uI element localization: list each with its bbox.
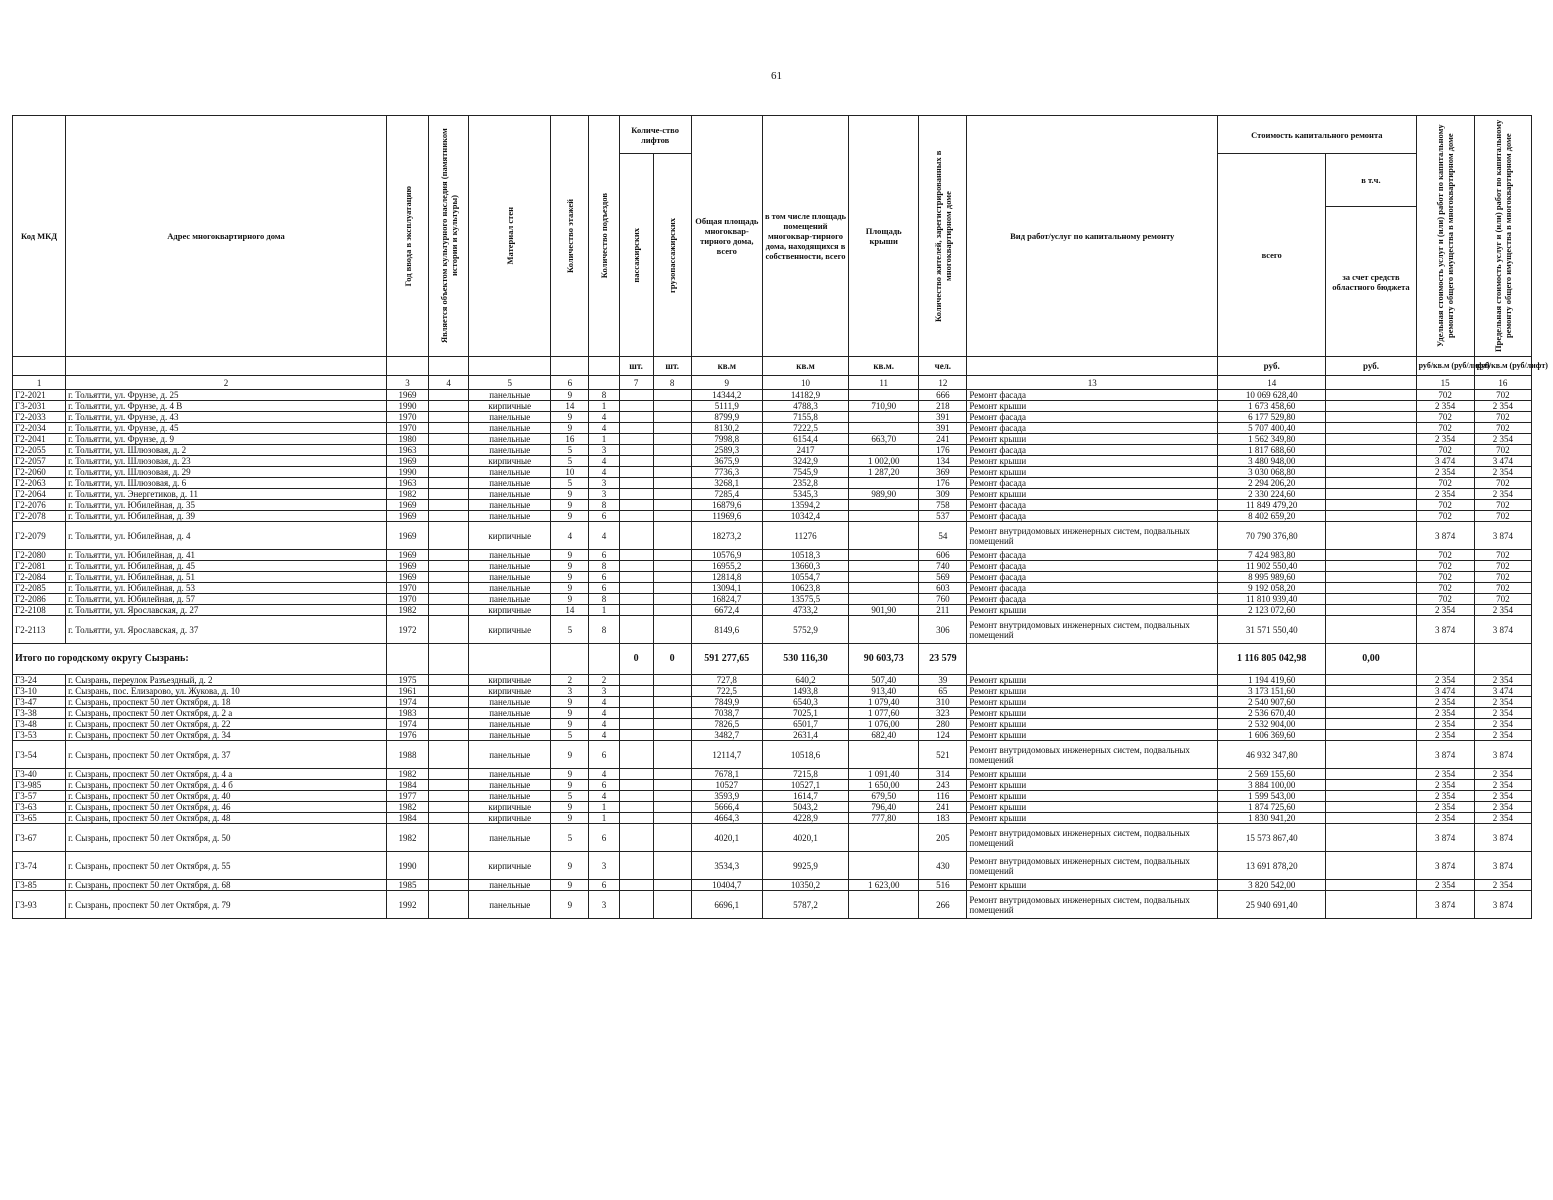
header-lifts: Количе-ство лифтов bbox=[619, 116, 691, 154]
table-row: Г2-2085 г. Тольятти, ул. Юбилейная, д. 53 1970 панельные 9 6 13094,1 10623,8 603 Ремонт фасада 9 192 058,20 702 702 bbox=[13, 583, 1532, 594]
header-area-total: Общая площадь многоквар-тирного дома, всего bbox=[691, 116, 762, 357]
table-row: Г2-2021 г. Тольятти, ул. Фрунзе, д. 25 1969 панельные 9 8 14344,2 14182,9 666 Ремонт фасада 10 069 628,40 702 702 bbox=[13, 390, 1532, 401]
header-code: Код МКД bbox=[13, 116, 66, 357]
table-row: Г2-2081 г. Тольятти, ул. Юбилейная, д. 45 1969 панельные 9 8 16955,2 13660,3 740 Ремонт фасада 11 902 550,40 702 702 bbox=[13, 561, 1532, 572]
header-floors: Количество этажей bbox=[551, 116, 589, 357]
units-row: шт. шт. кв.м кв.м кв.м. чел. руб. руб. руб/кв.м (руб/лифт) руб/кв.м (руб/лифт) bbox=[13, 357, 1532, 376]
header-unit-cost: Удельная стоимость услуг и (или) работ по капитальному ремонту общего имущества в многоквартирном доме bbox=[1416, 116, 1474, 357]
table-row: Г3-93 г. Сызрань, проспект 50 лет Октября, д. 79 1992 панельные 9 3 6696,1 5787,2 266 Ремонт внутридомовых инженерных систем, подвальных помещений 25 940 691,40 3 874 3 874 bbox=[13, 891, 1532, 919]
header-regional: за счет средств областного бюджета bbox=[1326, 207, 1416, 357]
table-row: Г3-54 г. Сызрань, проспект 50 лет Октября, д. 37 1988 панельные 9 6 12114,7 10518,6 521 Ремонт внутридомовых инженерных систем, подвальных помещений 46 932 347,80 3 874 3 874 bbox=[13, 741, 1532, 769]
table-row: Г3-85 г. Сызрань, проспект 50 лет Октября, д. 68 1985 панельные 9 6 10404,7 10350,2 1 623,00 516 Ремонт крыши 3 820 542,00 2 354 2 354 bbox=[13, 880, 1532, 891]
header-entrances: Количество подъездов bbox=[589, 116, 619, 357]
table-row: Г3-24 г. Сызрань, переулок Разъездный, д. 2 1975 кирпичные 2 2 727,8 640,2 507,40 39 Ремонт крыши 1 194 419,60 2 354 2 354 bbox=[13, 675, 1532, 686]
header-lifts-passenger: пассажирских bbox=[619, 154, 653, 357]
header-year: Год ввода в эксплуатацию bbox=[386, 116, 428, 357]
table-row: Г2-2033 г. Тольятти, ул. Фрунзе, д. 43 1970 панельные 9 4 8799,9 7155,8 391 Ремонт фасада 6 177 529,80 702 702 bbox=[13, 412, 1532, 423]
table-row: Г2-2108 г. Тольятти, ул. Ярославская, д. 27 1982 кирпичные 14 1 6672,4 4733,2 901,90 211 Ремонт крыши 2 123 072,60 2 354 2 354 bbox=[13, 605, 1532, 616]
table-row: Г2-2113 г. Тольятти, ул. Ярославская, д. 37 1972 кирпичные 5 8 8149,6 5752,9 306 Ремонт внутридомовых инженерных систем, подвальных помещений 31 571 550,40 3 874 3 874 bbox=[13, 616, 1532, 644]
header-incl: в т.ч. bbox=[1326, 154, 1416, 207]
table-row: Г3-48 г. Сызрань, проспект 50 лет Октября, д. 22 1974 панельные 9 4 7826,5 6501,7 1 076,00 280 Ремонт крыши 2 532 904,00 2 354 2 354 bbox=[13, 719, 1532, 730]
table-row: Г3-2031 г. Тольятти, ул. Фрунзе, д. 4 В 1990 кирпичные 14 1 5111,9 4788,3 710,90 218 Ремонт крыши 1 673 458,60 2 354 2 354 bbox=[13, 401, 1532, 412]
header-cost-total: всего bbox=[1218, 154, 1326, 357]
table-row: Г2-2041 г. Тольятти, ул. Фрунзе, д. 9 1980 панельные 16 1 7998,8 6154,4 663,70 241 Ремонт крыши 1 562 349,80 2 354 2 354 bbox=[13, 434, 1532, 445]
table-row: Г2-2063 г. Тольятти, ул. Шлюзовая, д. 6 1963 панельные 5 3 3268,1 2352,8 176 Ремонт фасада 2 294 206,20 702 702 bbox=[13, 478, 1532, 489]
table-row: Г3-63 г. Сызрань, проспект 50 лет Октября, д. 46 1982 кирпичные 9 1 5666,4 5043,2 796,40 241 Ремонт крыши 1 874 725,60 2 354 2 354 bbox=[13, 802, 1532, 813]
header-work: Вид работ/услуг по капитальному ремонту bbox=[967, 116, 1218, 357]
table-row: Г3-67 г. Сызрань, проспект 50 лет Октября, д. 50 1982 панельные 5 6 4020,1 4020,1 205 Ремонт внутридомовых инженерных систем, подвальных помещений 15 573 867,40 3 874 3 874 bbox=[13, 824, 1532, 852]
subtotal-row: Итого по городскому округу Сызрань: 0 0 591 277,65 530 116,30 90 603,73 23 579 1 116 805 042,98 0,00 bbox=[13, 644, 1532, 675]
table-row: Г2-2060 г. Тольятти, ул. Шлюзовая, д. 29 1990 панельные 10 4 7736,3 7545,9 1 287,20 369 Ремонт крыши 3 030 068,80 2 354 2 354 bbox=[13, 467, 1532, 478]
table-row: Г3-53 г. Сызрань, проспект 50 лет Октября, д. 34 1976 панельные 5 4 3482,7 2631,4 682,40 124 Ремонт крыши 1 606 369,60 2 354 2 354 bbox=[13, 730, 1532, 741]
header-residents: Количество жителей, зарегистрированных в многоквартирном доме bbox=[919, 116, 967, 357]
table-row: Г2-2057 г. Тольятти, ул. Шлюзовая, д. 23 1969 кирпичные 5 4 3675,9 3242,9 1 002,00 134 Ремонт крыши 3 480 948,00 3 474 3 474 bbox=[13, 456, 1532, 467]
header-heritage: Является объектом культурного наследия (памятником истории и культуры) bbox=[429, 116, 469, 357]
capital-repair-table bbox=[12, 115, 1548, 919]
table-row: Г2-2055 г. Тольятти, ул. Шлюзовая, д. 2 1963 панельные 5 3 2589,3 2417 176 Ремонт фасада 1 817 688,60 702 702 bbox=[13, 445, 1532, 456]
header-area-owned: в том числе площадь помещений многоквар-тирного дома, находящихся в собственности, всего bbox=[762, 116, 848, 357]
table-row: Г3-10 г. Сызрань, пос. Елизарово, ул. Жукова, д. 10 1961 кирпичные 3 3 722,5 1493,8 913,40 65 Ремонт крыши 3 173 151,60 3 474 3 474 bbox=[13, 686, 1532, 697]
table-body bbox=[13, 390, 1532, 919]
page-number: 61 bbox=[771, 70, 782, 82]
header-address: Адрес многоквартирного дома bbox=[66, 116, 387, 357]
table-row: Г3-65 г. Сызрань, проспект 50 лет Октября, д. 48 1984 кирпичные 9 1 4664,3 4228,9 777,80 183 Ремонт крыши 1 830 941,20 2 354 2 354 bbox=[13, 813, 1532, 824]
table-row: Г3-38 г. Сызрань, проспект 50 лет Октября, д. 2 а 1983 панельные 9 4 7038,7 7025,1 1 077,60 323 Ремонт крыши 2 536 670,40 2 354 2 354 bbox=[13, 708, 1532, 719]
table-row: Г3-57 г. Сызрань, проспект 50 лет Октября, д. 40 1977 панельные 5 4 3593,9 1614,7 679,50 116 Ремонт крыши 1 599 543,00 2 354 2 354 bbox=[13, 791, 1532, 802]
subtotal-label: Итого по городскому округу Сызрань: bbox=[13, 644, 387, 675]
table-row: Г2-2034 г. Тольятти, ул. Фрунзе, д. 45 1970 панельные 9 4 8130,2 7222,5 391 Ремонт фасада 5 707 400,40 702 702 bbox=[13, 423, 1532, 434]
table-row: Г3-74 г. Сызрань, проспект 50 лет Октября, д. 55 1990 кирпичные 9 3 3534,3 9925,9 430 Ремонт внутридомовых инженерных систем, подвальных помещений 13 691 878,20 3 874 3 874 bbox=[13, 852, 1532, 880]
table-row: Г2-2079 г. Тольятти, ул. Юбилейная, д. 4 1969 кирпичные 4 4 18273,2 11276 54 Ремонт внутридомовых инженерных систем, подвальных помещений 70 790 376,80 3 874 3 874 bbox=[13, 522, 1532, 550]
table-row: Г2-2084 г. Тольятти, ул. Юбилейная, д. 51 1969 панельные 9 6 12814,8 10554,7 569 Ремонт фасада 8 995 989,60 702 702 bbox=[13, 572, 1532, 583]
table-row: Г3-985 г. Сызрань, проспект 50 лет Октября, д. 4 б 1984 панельные 9 6 10527 10527,1 1 650,00 243 Ремонт крыши 3 884 100,00 2 354 2 354 bbox=[13, 780, 1532, 791]
table-row: Г2-2086 г. Тольятти, ул. Юбилейная, д. 57 1970 панельные 9 8 16824,7 13575,5 760 Ремонт фасада 11 810 939,40 702 702 bbox=[13, 594, 1532, 605]
header-material: Материал стен bbox=[469, 116, 551, 357]
table-row: Г2-2064 г. Тольятти, ул. Энергетиков, д. 11 1982 панельные 9 3 7285,4 5345,3 989,90 309 Ремонт крыши 2 330 224,60 2 354 2 354 bbox=[13, 489, 1532, 500]
header-roof: Площадь крыши bbox=[849, 116, 919, 357]
header-limit-cost: Предельная стоимость услуг и (или) работ по капитальному ремонту общего имущества в многоквартирном доме bbox=[1474, 116, 1531, 357]
table-header bbox=[13, 116, 1548, 390]
table-row: Г3-40 г. Сызрань, проспект 50 лет Октября, д. 4 а 1982 панельные 9 4 7678,1 7215,8 1 091,40 314 Ремонт крыши 2 569 155,60 2 354 2 354 bbox=[13, 769, 1532, 780]
column-number-row: 1 2 3 4 5 6 7 8 9 10 11 12 13 14 15 16 bbox=[13, 376, 1532, 390]
table-row: Г3-47 г. Сызрань, проспект 50 лет Октября, д. 18 1974 панельные 9 4 7849,9 6540,3 1 079,40 310 Ремонт крыши 2 540 907,60 2 354 2 354 bbox=[13, 697, 1532, 708]
table-row: Г2-2078 г. Тольятти, ул. Юбилейная, д. 39 1969 панельные 9 6 11969,6 10342,4 537 Ремонт фасада 8 402 659,20 702 702 bbox=[13, 511, 1532, 522]
table-row: Г2-2076 г. Тольятти, ул. Юбилейная, д. 35 1969 панельные 9 8 16879,6 13594,2 758 Ремонт фасада 11 849 479,20 702 702 bbox=[13, 500, 1532, 511]
table-row: Г2-2080 г. Тольятти, ул. Юбилейная, д. 41 1969 панельные 9 6 10576,9 10518,3 606 Ремонт фасада 7 424 983,80 702 702 bbox=[13, 550, 1532, 561]
header-cost-group: Стоимость капитального ремонта bbox=[1218, 116, 1417, 154]
header-lifts-cargo: грузопассажирских bbox=[653, 154, 691, 357]
